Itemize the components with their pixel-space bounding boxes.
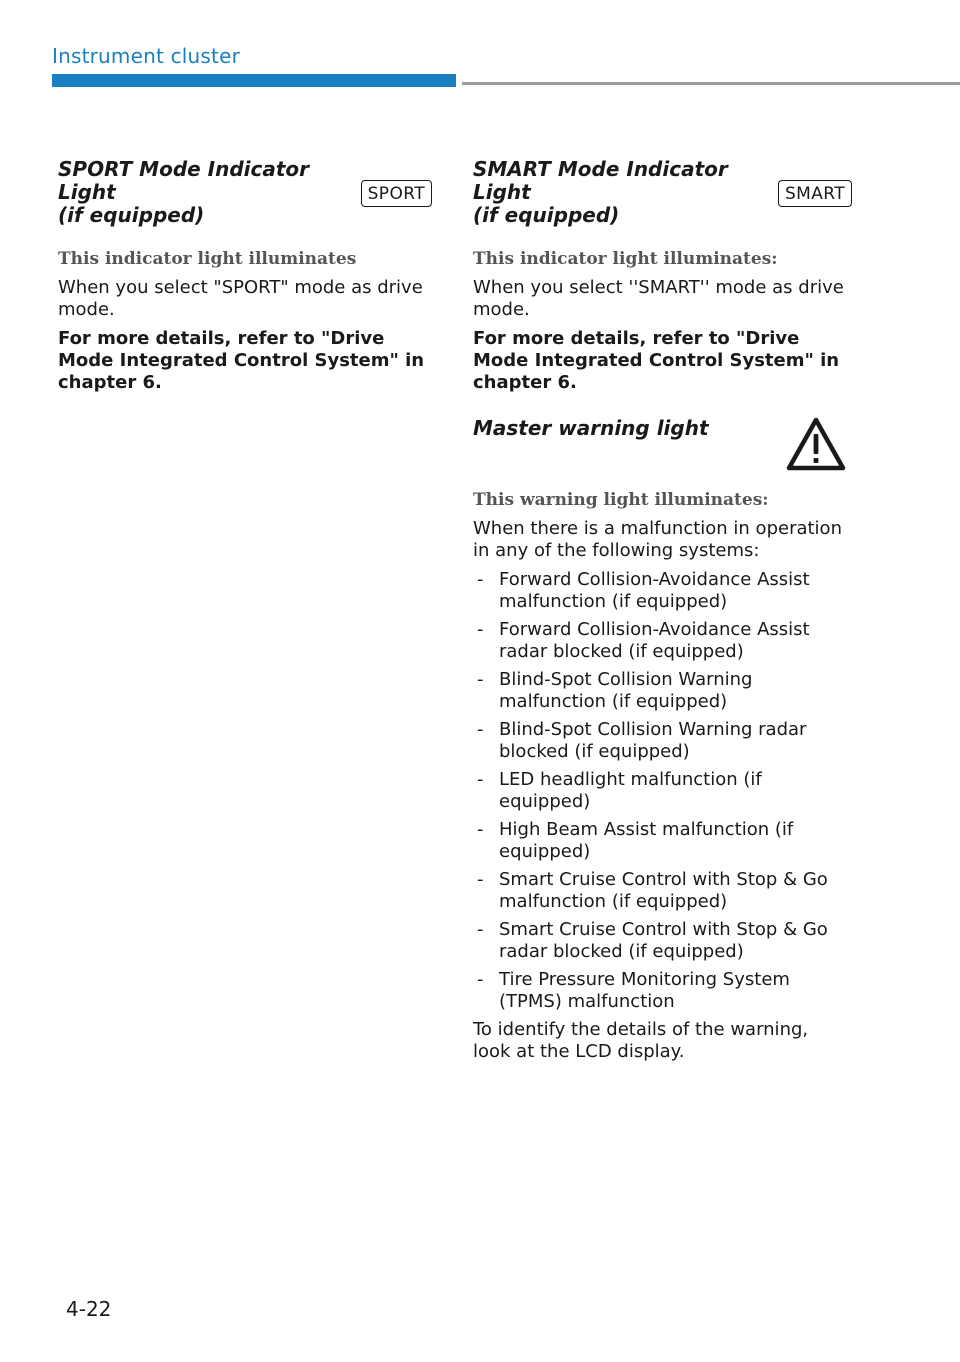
list-item <box>473 919 849 963</box>
list-item <box>473 969 849 1013</box>
smart-reference: For more details, refer to "Drive Mode Integrated Control System" in chapter 6. <box>473 328 840 393</box>
list-dash: - <box>477 619 484 640</box>
list-dash: - <box>477 769 484 790</box>
list-item <box>473 619 849 663</box>
sport-title-line2: (if equipped) <box>58 203 205 227</box>
smart-section-heading <box>473 158 849 227</box>
smart-title-line1: SMART Mode Indicator Light <box>473 157 728 204</box>
smart-indicator-icon: SMART <box>778 180 852 207</box>
list-item-text: Smart Cruise Control with Stop & Go malfunction (if equipped) <box>499 869 828 912</box>
list-item <box>473 719 849 763</box>
list-item-text: Blind-Spot Collision Warning radar blocked (if equipped) <box>499 719 807 762</box>
list-dash: - <box>477 719 484 740</box>
list-dash: - <box>477 669 484 690</box>
header-rule <box>462 82 960 85</box>
header-accent-bar <box>52 74 456 87</box>
sport-body: When you select "SPORT" mode as drive mode. <box>58 277 423 320</box>
sport-lead: This indicator light illuminates <box>58 249 357 269</box>
master-warning-title: Master warning light <box>473 416 709 440</box>
sport-section-title <box>58 158 348 227</box>
warning-triangle-icon <box>785 416 847 472</box>
section-header-title: Instrument cluster <box>52 44 241 68</box>
left-column <box>58 158 434 401</box>
list-item <box>473 669 849 713</box>
list-dash: - <box>477 569 484 590</box>
master-lead: This warning light illuminates: <box>473 490 769 510</box>
list-dash: - <box>477 819 484 840</box>
smart-lead: This indicator light illuminates: <box>473 249 778 269</box>
list-item-text: LED headlight malfunction (if equipped) <box>499 769 762 812</box>
list-item <box>473 769 849 813</box>
list-item <box>473 569 849 613</box>
list-dash: - <box>477 919 484 940</box>
sport-title-line1: SPORT Mode Indicator Light <box>58 157 310 204</box>
list-item-text: Blind-Spot Collision Warning malfunction (if equipped) <box>499 669 753 712</box>
list-item <box>473 869 849 913</box>
right-column <box>473 158 849 1070</box>
list-item-text: Smart Cruise Control with Stop & Go radar blocked (if equipped) <box>499 919 828 962</box>
page-number: 4-22 <box>66 1297 112 1321</box>
list-item-text: Forward Collision-Avoidance Assist malfunction (if equipped) <box>499 569 810 612</box>
smart-title-line2: (if equipped) <box>473 203 620 227</box>
smart-body: When you select ''SMART'' mode as drive mode. <box>473 277 844 320</box>
sport-reference: For more details, refer to "Drive Mode Integrated Control System" in chapter 6. <box>58 328 425 393</box>
list-item-text: High Beam Assist malfunction (if equipped) <box>499 819 794 862</box>
smart-section-title <box>473 158 763 227</box>
list-item-text: Tire Pressure Monitoring System (TPMS) malfunction <box>499 969 790 1012</box>
list-dash: - <box>477 869 484 890</box>
sport-indicator-icon: SPORT <box>361 180 432 207</box>
master-intro: When there is a malfunction in operation in any of the following systems: <box>473 518 842 561</box>
list-item-text: Forward Collision-Avoidance Assist radar blocked (if equipped) <box>499 619 810 662</box>
list-item <box>473 819 849 863</box>
master-warning-heading <box>473 416 849 490</box>
master-outro: To identify the details of the warning, look at the LCD display. <box>473 1019 809 1062</box>
list-dash: - <box>477 969 484 990</box>
master-warning-list <box>473 569 849 1013</box>
sport-section-heading <box>58 158 434 227</box>
